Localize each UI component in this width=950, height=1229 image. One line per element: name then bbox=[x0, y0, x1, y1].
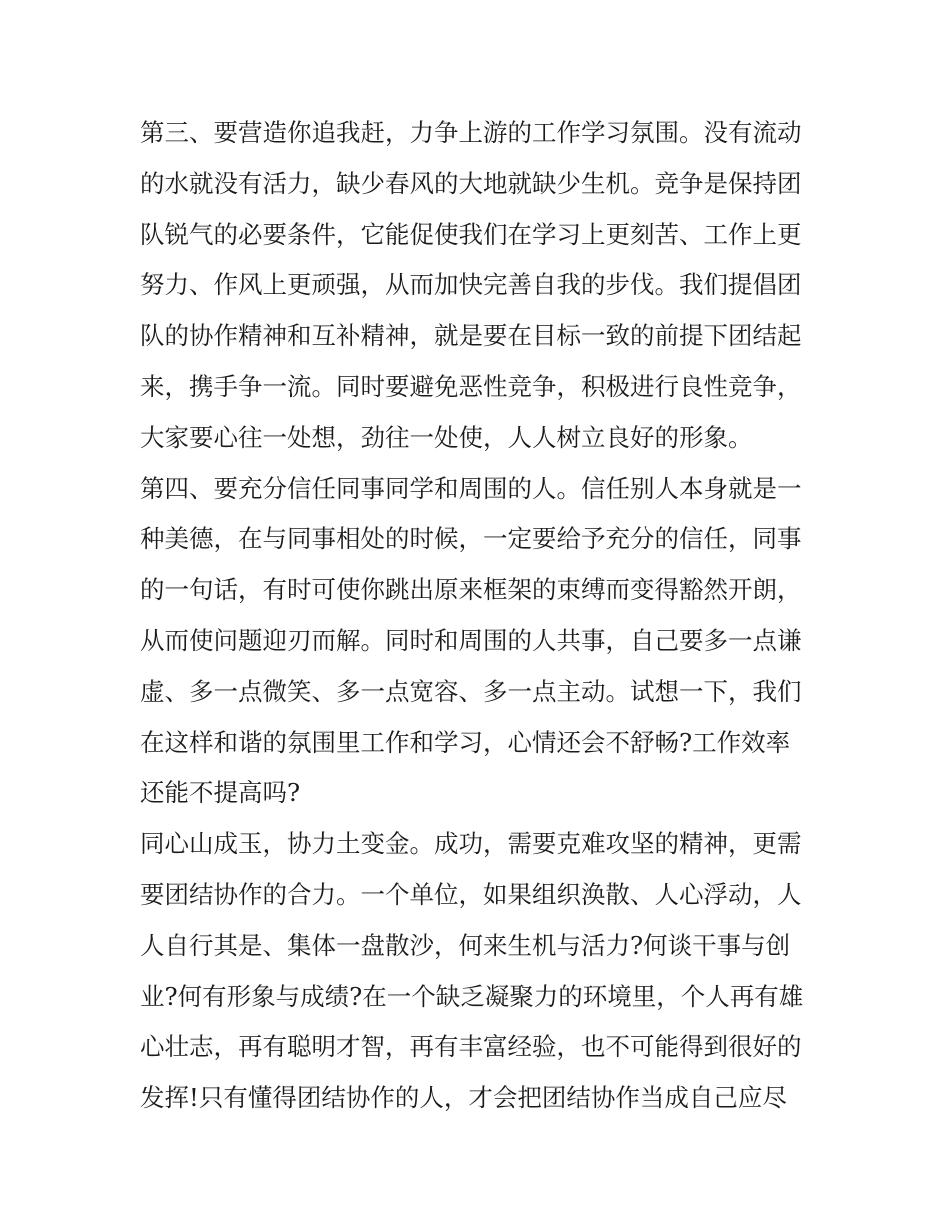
text-line: 努力、作风上更顽强，从而加快完善自我的步伐。我们提倡团 bbox=[140, 270, 802, 300]
text-line: 的水就没有活力，缺少春风的大地就缺少生机。竞争是保持团 bbox=[140, 168, 802, 198]
text-line: 队的协作精神和互补精神，就是要在目标一致的前提下团结起 bbox=[140, 321, 802, 351]
text-line: 第四、要充分信任同事同学和周围的人。信任别人本身就是一 bbox=[140, 473, 802, 503]
text-line: 在这样和谐的氛围里工作和学习，心情还会不舒畅?工作效率 bbox=[140, 727, 791, 757]
text-line: 还能不提高吗? bbox=[140, 778, 301, 808]
text-line: 队锐气的必要条件，它能促使我们在学习上更刻苦、工作上更 bbox=[140, 219, 802, 249]
text-line: 第三、要营造你追我赶，力争上游的工作学习氛围。没有流动 bbox=[140, 118, 802, 147]
body-text bbox=[140, 108, 820, 1124]
text-line: 人自行其是、集体一盘散沙，何来生机与活力?何谈干事与创 bbox=[140, 930, 791, 960]
text-line: 从而使问题迎刃而解。同时和周围的人共事，自己要多一点谦 bbox=[140, 625, 802, 655]
text-line: 虚、多一点微笑、多一点宽容、多一点主动。试想一下，我们 bbox=[140, 676, 802, 706]
text-line: 业?何有形象与成绩?在一个缺乏凝聚力的环境里，个人再有雄 bbox=[140, 981, 804, 1011]
text-line: 同心山成玉，协力土变金。成功，需要克难攻坚的精神，更需 bbox=[140, 829, 802, 859]
text-line: 要团结协作的合力。一个单位，如果组织涣散、人心浮动，人 bbox=[140, 879, 802, 909]
text-line: 发挥!只有懂得团结协作的人，才会把团结协作当成自己应尽 bbox=[140, 1083, 787, 1113]
text-line: 来，携手争一流。同时要避免恶性竞争，积极进行良性竞争， bbox=[140, 371, 802, 401]
text-line: 心壮志，再有聪明才智，再有丰富经验，也不可能得到很好的 bbox=[140, 1032, 802, 1062]
text-line: 的一句话，有时可使你跳出原来框架的束缚而变得豁然开朗， bbox=[140, 575, 802, 605]
text-line: 大家要心往一处想，劲往一处使，人人树立良好的形象。 bbox=[140, 422, 753, 452]
text-line: 种美德，在与同事相处的时候，一定要给予充分的信任，同事 bbox=[140, 524, 802, 554]
